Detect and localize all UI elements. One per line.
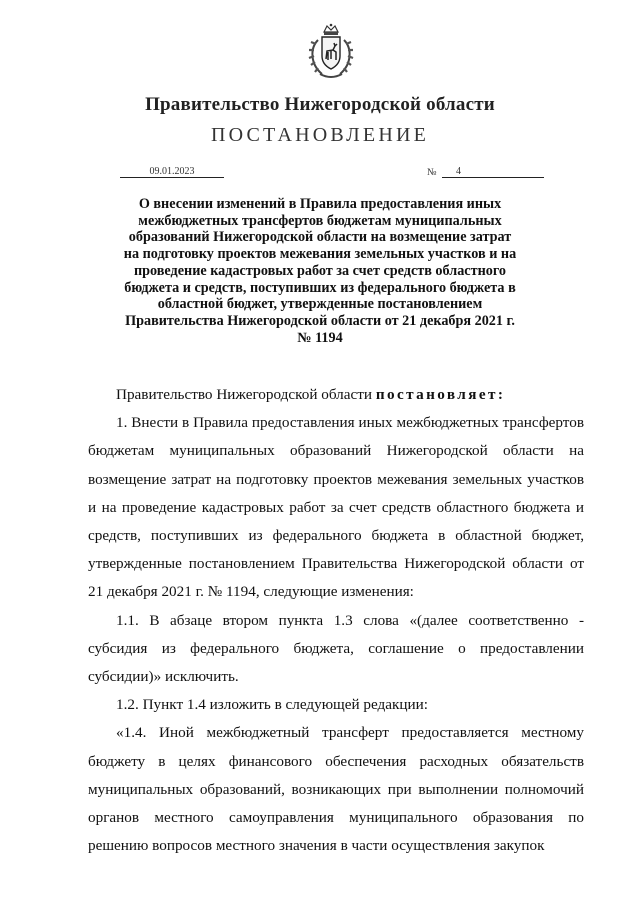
document-subject: О внесении изменений в Правила предоставления иных межбюджетных трансфертов бюджетам муниципальных образований Нижегородской области на возмещение затрат на подготовку проектов межевания земельных участков и на проведение кадастровых работ за счет средств областного бюджета и средств, поступивших из федерального бюджета в областной бюджет, утвержденные постановлением Правительства Нижегородской области от 21 декабря 2021 г. № 1194 bbox=[123, 196, 517, 346]
document-body bbox=[88, 381, 584, 860]
document-number-field bbox=[442, 166, 544, 178]
intro-paragraph bbox=[88, 381, 584, 409]
number-sign: № bbox=[427, 167, 437, 178]
resolves-word: постановляет: bbox=[375, 386, 506, 403]
document-type: ПОСТАНОВЛЕНИЕ bbox=[210, 124, 430, 146]
paragraph-1-2: 1.2. Пункт 1.4 изложить в следующей редакции: bbox=[116, 696, 429, 714]
paragraph-1-1: 1.1. В абзаце втором пункта 1.3 слова «(далее соответственно - субсидия из федерального бюджета, соглашение о предоставлении субсидии)» исключить. bbox=[88, 611, 584, 686]
paragraph-1: 1. Внести в Правила предоставления иных межбюджетных трансфертов бюджетам муниципальных образований Нижегородской области на возмещение затрат на подготовку проектов межевания земельных участков и на проведение кадастровых работ за счет средств областного бюджета и средств, поступивших из федерального бюджета в областной бюджет, утвержденные постановлением Правительства Нижегородской области от 21 декабря 2021 г. № 1194, следующие изменения: bbox=[88, 414, 584, 601]
document-number: 4 bbox=[456, 166, 461, 177]
coat-of-arms-icon bbox=[300, 22, 362, 82]
government-title: Правительство Нижегородской области bbox=[145, 94, 495, 115]
document-date: 09.01.2023 bbox=[120, 166, 224, 178]
intro-text: Правительство Нижегородской области bbox=[116, 386, 376, 403]
paragraph-1-4-quote: «1.4. Иной межбюджетный трансферт предоставляется местному бюджету в целях финансового обеспечения расходных обязательств муниципальных образований, возникающих при выполнении полномочий органов местного самоуправления муниципального образования по решению вопросов местного значения в части осуществления закупок bbox=[88, 724, 584, 855]
